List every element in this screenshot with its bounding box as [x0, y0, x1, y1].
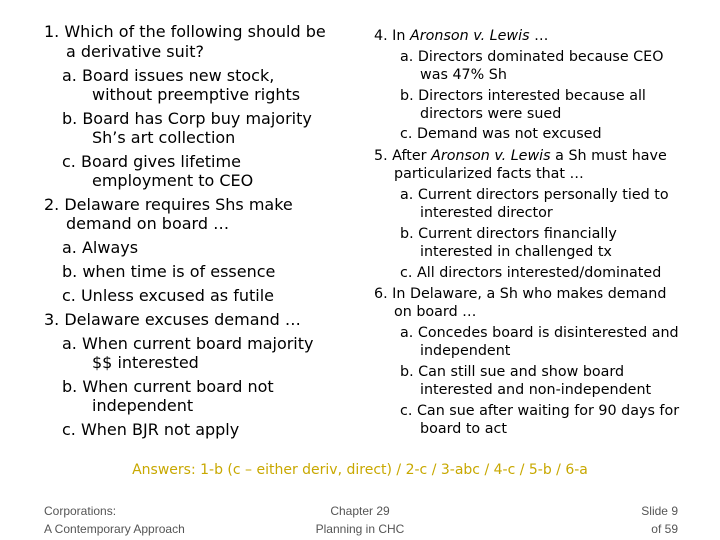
q6-stem-line2: on board …: [394, 304, 477, 320]
footer-slide-number: [641, 502, 678, 538]
q4-case-name: Aronson v. Lewis: [410, 28, 530, 44]
q6-option-c-line2: board to act: [420, 421, 507, 437]
q5-option-a-line1: a. Current directors personally tied to: [400, 187, 669, 203]
q4-option-c: c. Demand was not excused: [400, 126, 602, 142]
q4-option-a-line1: a. Directors dominated because CEO: [400, 49, 664, 65]
q6-option-b-line1: b. Can still sue and show board: [400, 364, 625, 380]
q6-stem-line1: 6. In Delaware, a Sh who makes demand: [374, 286, 667, 302]
footer-chapter: [300, 502, 420, 538]
q2-option-a: a. Always: [62, 238, 139, 257]
q1-option-a-line2: without preemptive rights: [92, 85, 301, 104]
footer-chapter-title: Planning in CHC: [315, 522, 405, 536]
footer-book-title-line1: Corporations:: [44, 504, 117, 518]
q5-option-a-line2: interested director: [420, 205, 553, 221]
footer-chapter-number: Chapter 29: [330, 504, 390, 518]
q3-option-c: c. When BJR not apply: [62, 420, 240, 439]
q2-stem-line2: demand on board …: [66, 214, 230, 233]
q6-option-a-line2: independent: [420, 343, 511, 359]
q4-option-b-line1: b. Directors interested because all: [400, 88, 646, 104]
q4-option-b-line2: directors were sued: [420, 106, 562, 122]
q2-stem-line1: 2. Delaware requires Shs make: [44, 195, 293, 214]
footer-book-title-line2: A Contemporary Approach: [44, 522, 185, 536]
q5-case-name: Aronson v. Lewis: [431, 148, 551, 164]
q1-option-c-line2: employment to CEO: [92, 171, 254, 190]
q1-option-a-line1: a. Board issues new stock,: [62, 66, 275, 85]
q5-option-c: c. All directors interested/dominated: [400, 265, 662, 281]
q3-option-a-line2: $$ interested: [92, 353, 199, 372]
q4-stem: 4. In Aronson v. Lewis …: [374, 28, 549, 44]
q6-option-a-line1: a. Concedes board is disinterested and: [400, 325, 679, 341]
footer-book-title: [44, 502, 185, 538]
q3-option-b-line2: independent: [92, 396, 194, 415]
q3-stem: 3. Delaware excuses demand …: [44, 310, 301, 329]
q4-option-a-line2: was 47% Sh: [420, 67, 507, 83]
q3-option-a-line1: a. When current board majority: [62, 334, 314, 353]
footer-slide-current: Slide 9: [641, 504, 678, 518]
footer-slide-total: of 59: [651, 522, 678, 536]
q6-option-b-line2: interested and non-independent: [420, 382, 652, 398]
q1-option-b-line1: b. Board has Corp buy majority: [62, 109, 312, 128]
q2-option-c: c. Unless excused as futile: [62, 286, 274, 305]
q2-option-b: b. when time is of essence: [62, 262, 276, 281]
q1-option-b-line2: Sh’s art collection: [92, 128, 236, 147]
q1-option-c-line1: c. Board gives lifetime: [62, 152, 241, 171]
q5-option-b-line1: b. Current directors financially: [400, 226, 617, 242]
q3-option-b-line1: b. When current board not: [62, 377, 274, 396]
answer-key: Answers: 1-b (c – either deriv, direct) / 2-c / 3-abc / 4-c / 5-b / 6-a: [132, 462, 588, 478]
q5-stem-line2: particularized facts that …: [394, 166, 584, 182]
q5-option-b-line2: interested in challenged tx: [420, 244, 612, 260]
q5-stem-line1: 5. After Aronson v. Lewis a Sh must have: [374, 148, 667, 164]
q1-stem-line1: 1. Which of the following should be: [44, 22, 326, 41]
q1-stem-line2: a derivative suit?: [66, 42, 204, 61]
q6-option-c-line1: c. Can sue after waiting for 90 days for: [400, 403, 680, 419]
